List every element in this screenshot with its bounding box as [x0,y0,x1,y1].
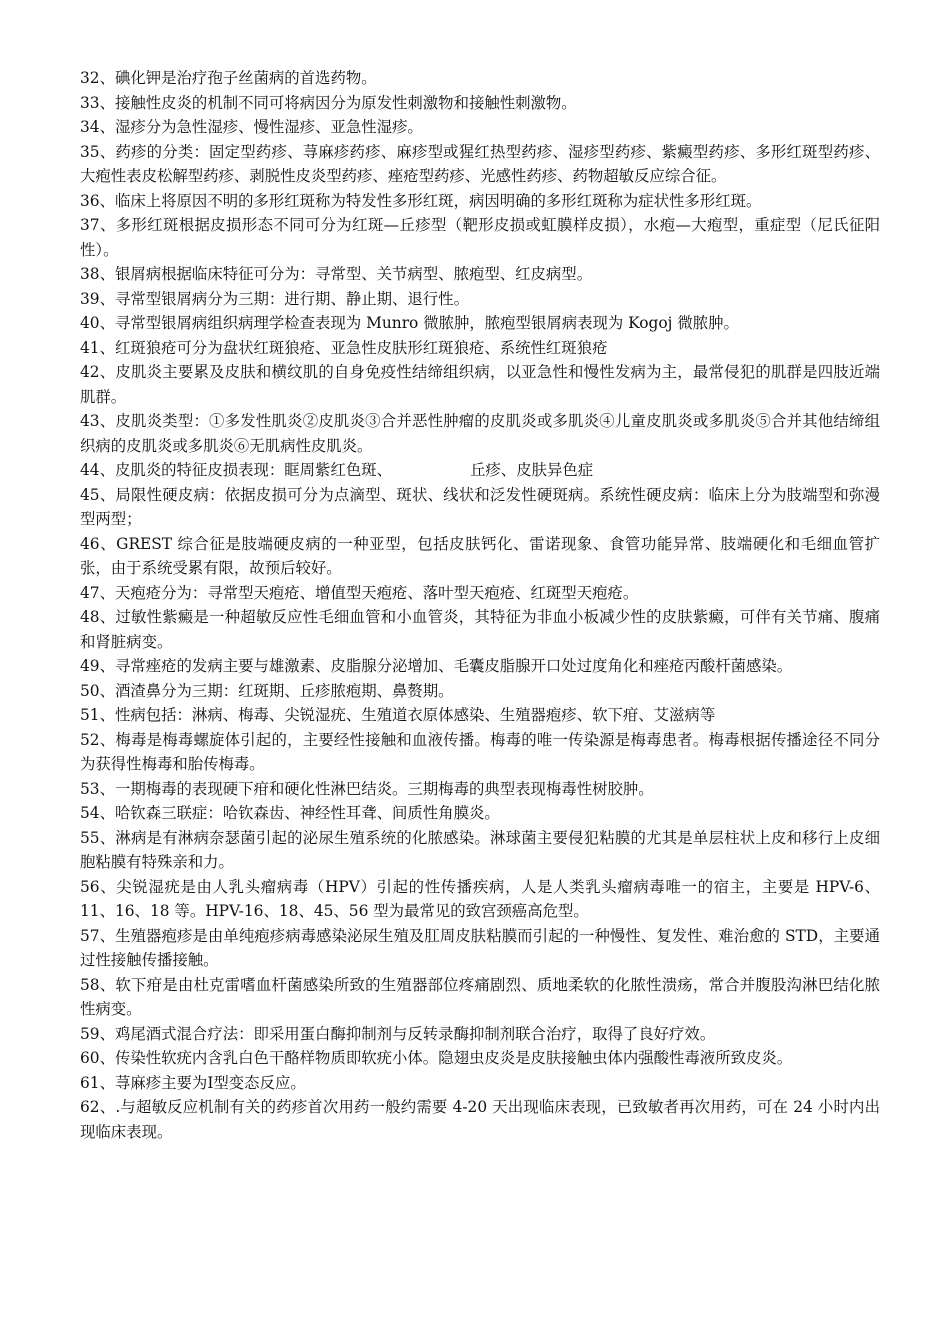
list-item: 54、哈钦森三联症：哈钦森齿、神经性耳聋、间质性角膜炎。 [80,804,500,822]
list-item: 56、尖锐湿疣是由人乳头瘤病毒（HPV）引起的性传播疾病，人是人类乳头瘤病毒唯一的宿主，主要是 HPV-6、11、16、18 等。HPV-16、18、45、56 型为最常见的致宫颈癌高危型。 [80,877,880,920]
list-item: 47、天疱疮分为：寻常型天疱疮、增值型天疱疮、落叶型天疱疮、红斑型天疱疮。 [80,583,639,602]
list-item: 58、软下疳是由杜克雷嗜血杆菌感染所致的生殖器部位疼痛剧烈、质地柔软的化脓性溃疡，常合并腹股沟淋巴结化脓性病变。 [80,975,880,1018]
list-item: 41、红斑狼疮可分为盘状红斑狼疮、亚急性皮肤形红斑狼疮、系统性红斑狼疮 [80,338,608,357]
list-item: 61、荨麻疹主要为Ⅰ型变态反应。 [80,1073,306,1092]
list-item: 33、接触性皮炎的机制不同可将病因分为原发性刺激物和接触性刺激物。 [80,93,577,112]
list-item: 52、梅毒是梅毒螺旋体引起的，主要经性接触和血液传播。梅毒的唯一传染源是梅毒患者。梅毒根据传播途径不同分为获得性梅毒和胎传梅毒。 [80,730,880,773]
list-item: 43、皮肌炎类型：①多发性肌炎②皮肌炎③合并恶性肿瘤的皮肌炎或多肌炎④儿童皮肌炎或多肌炎⑤合并其他结缔组织病的皮肌炎或多肌炎⑥无肌病性皮肌炎。 [80,412,880,455]
list-item: 35、药疹的分类：固定型药疹、荨麻疹药疹、麻疹型或猩红热型药疹、湿疹型药疹、紫癜型药疹、多形红斑型药疹、大疱性表皮松解型药疹、剥脱性皮炎型药疹、痤疮型药疹、光感性药疹、药物超敏反应综合征。 [80,142,880,185]
list-item: 37、多形红斑根据皮损形态不同可分为红斑—丘疹型（靶形皮损或虹膜样皮损），水疱—大疱型，重症型（尼氏征阳性）。 [80,216,880,259]
list-item: 62、.与超敏反应机制有关的药疹首次用药一般约需要 4-20 天出现临床表现，已致敏者再次用药，可在 24 小时内出现临床表现。 [80,1098,880,1141]
list-item: 49、寻常痤疮的发病主要与雄激素、皮脂腺分泌增加、毛囊皮脂腺开口处过度角化和痤疮丙酸杆菌感染。 [80,657,793,675]
list-item: 46、GREST 综合征是肢端硬皮病的一种亚型，包括皮肤钙化、雷诺现象、食管功能异常、肢端硬化和毛细血管扩张，由于系统受累有限，故预后较好。 [80,534,880,577]
list-item: 40、寻常型银屑病组织病理学检查表现为 Munro 微脓肿，脓疱型银屑病表现为 Kogoj 微脓肿。 [80,314,739,332]
list-item: 55、淋病是有淋病奈瑟菌引起的泌尿生殖系统的化脓感染。淋球菌主要侵犯粘膜的尤其是单层柱状上皮和移行上皮细胞粘膜有特殊亲和力。 [80,828,880,871]
list-item: 51、性病包括：淋病、梅毒、尖锐湿疣、生殖道衣原体感染、生殖器疱疹、软下疳、艾滋病等 [80,706,716,724]
list-item: 48、过敏性紫癜是一种超敏反应性毛细血管和小血管炎，其特征为非血小板减少性的皮肤紫癜，可伴有关节痛、腹痛和肾脏病变。 [80,608,880,651]
list-item: 59、鸡尾酒式混合疗法：即采用蛋白酶抑制剂与反转录酶抑制剂联合治疗，取得了良好疗效。 [80,1024,716,1043]
list-item: 57、生殖器疱疹是由单纯疱疹病毒感染泌尿生殖及肛周皮肤粘膜而引起的一种慢性、复发性、难治愈的 STD，主要通过性接触传播接触。 [80,926,880,969]
list-item: 45、局限性硬皮病：依据皮损可分为点滴型、斑状、线状和泛发性硬斑病。系统性硬皮病：临床上分为肢端型和弥漫型两型； [80,485,880,528]
list-item: 53、一期梅毒的表现硬下疳和硬化性淋巴结炎。三期梅毒的典型表现梅毒性树胶肿。 [80,779,654,798]
list-item: 39、寻常型银屑病分为三期：进行期、静止期、退行性。 [80,289,469,308]
list-item: 42、皮肌炎主要累及皮肤和横纹肌的自身免疫性结缔组织病，以亚急性和慢性发病为主，最常侵犯的肌群是四肢近端肌群。 [80,363,880,406]
list-item-text-a: 44、皮肌炎的特征皮损表现：眶周紫红色斑、 [80,461,393,479]
list-item: 50、酒渣鼻分为三期：红斑期、丘疹脓疱期、鼻赘期。 [80,681,454,700]
document-page [80,66,880,1144]
list-item [80,458,880,483]
list-item: 60、传染性软疣内含乳白色干酪样物质即软疣小体。隐翅虫皮炎是皮肤接触虫体内强酸性毒液所致皮炎。 [80,1049,793,1067]
list-item: 34、湿疹分为急性湿疹、慢性湿疹、亚急性湿疹。 [80,118,423,136]
list-item: 38、银屑病根据临床特征可分为：寻常型、关节病型、脓疱型、红皮病型。 [80,265,593,283]
list-item: 32、碘化钾是治疗孢子丝菌病的首选药物。 [80,69,377,87]
list-item-text-b: 丘疹、皮肤异色症 [470,461,594,479]
list-item: 36、临床上将原因不明的多形红斑称为特发性多形红斑，病因明确的多形红斑称为症状性多形红斑。 [80,191,762,210]
